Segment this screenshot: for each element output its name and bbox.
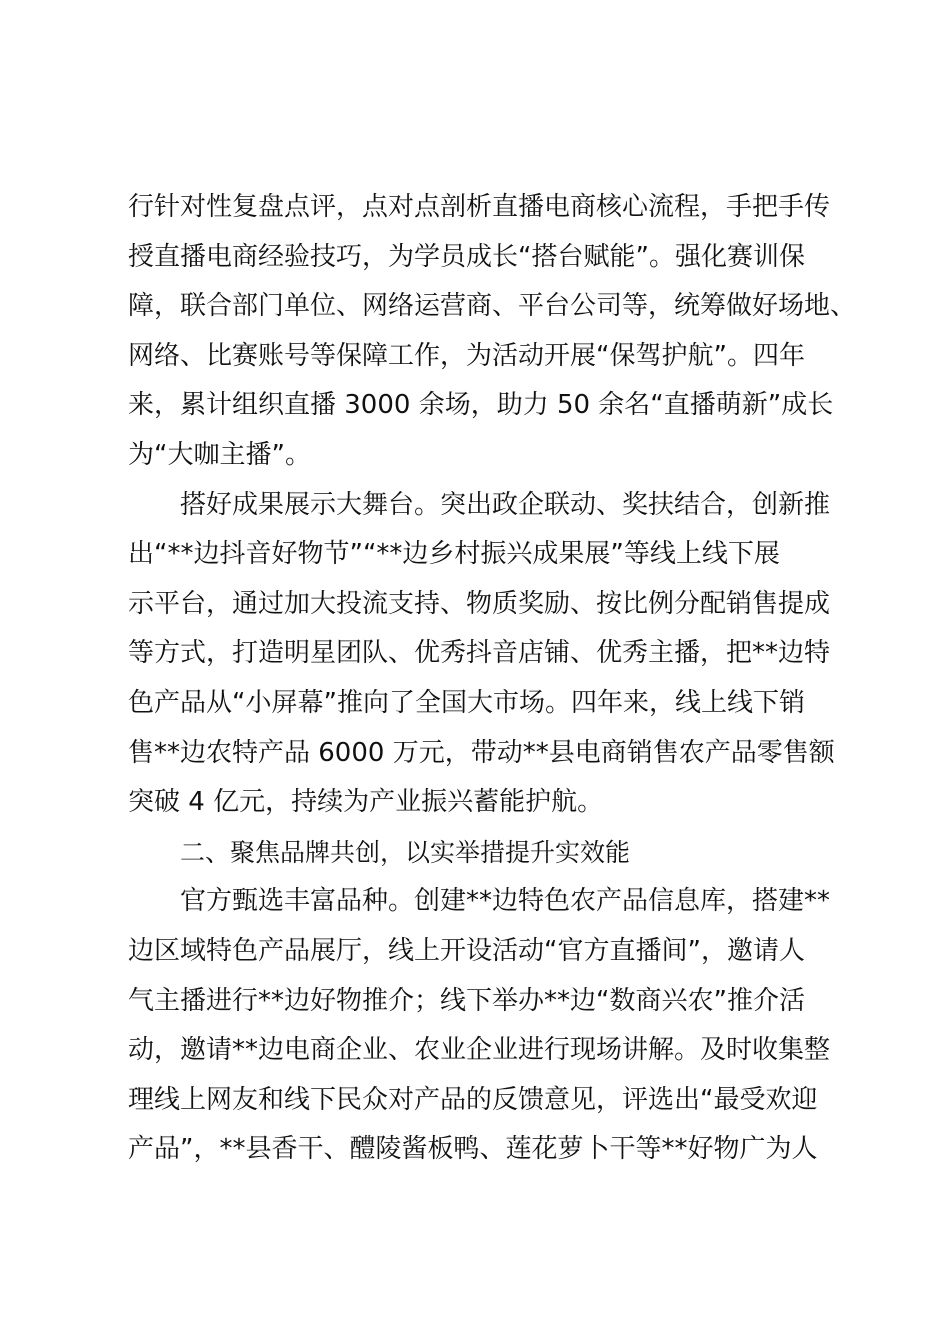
text-line: 边区域特色产品展厅，线上开设活动“官方直播间”，邀请人 — [128, 935, 805, 966]
text-line: 理线上网友和线下民众对产品的反馈意见，评选出“最受欢迎 — [128, 1084, 818, 1115]
text-line: 行针对性复盘点评，点对点剖析直播电商核心流程，手把手传 — [128, 192, 831, 222]
text-line: 动，邀请**边电商企业、农业企业进行现场讲解。及时收集整 — [128, 1035, 831, 1066]
text-line: 搭好成果展示大舞台。突出政企联动、奖扶结合，创新推 — [180, 489, 831, 520]
text-line: 等方式，打造明星团队、优秀抖音店铺、优秀主播，把**边特 — [128, 638, 831, 669]
paragraph-official-selection — [128, 877, 840, 1175]
paragraph-showcase-stage — [128, 481, 840, 828]
text-line: 示平台，通过加大投流支持、物质奖励、按比例分配销售提成 — [128, 588, 831, 619]
text-line: 售**边农特产品 6000 万元，带动**县电商销售农产品零售额 — [128, 737, 835, 768]
paragraph-live-training — [128, 183, 857, 481]
text-line: 网络、比赛账号等保障工作，为活动开展“保驾护航”。四年 — [128, 340, 805, 371]
text-line: 来，累计组织直播 3000 余场，助力 50 余名“直播萌新”成长 — [128, 390, 834, 421]
text-line: 官方甄选丰富品种。创建**边特色农产品信息库，搭建** — [180, 886, 831, 917]
text-line: 为“大咖主播”。 — [128, 439, 311, 470]
text-line: 产品”，**县香干、醴陵酱板鸭、莲花萝卜干等**好物广为人 — [128, 1134, 818, 1165]
text-line: 授直播电商经验技巧，为学员成长“搭台赋能”。强化赛训保 — [128, 241, 805, 272]
text-line: 障，联合部门单位、网络运营商、平台公司等，统筹做好场地、 — [128, 291, 857, 322]
section-heading: 二、聚焦品牌共创，以实举措提升实效能 — [180, 837, 631, 867]
document-body — [128, 183, 857, 1175]
text-line: 突破 4 亿元，持续为产业振兴蓄能护航。 — [128, 787, 604, 818]
text-line: 气主播进行**边好物推介；线下举办**边“数商兴农”推介活 — [128, 985, 805, 1016]
text-line: 出“**边抖音好物节”“**边乡村振兴成果展”等线上线下展 — [128, 539, 780, 570]
text-line: 色产品从“小屏幕”推向了全国大市场。四年来，线上线下销 — [128, 687, 805, 718]
